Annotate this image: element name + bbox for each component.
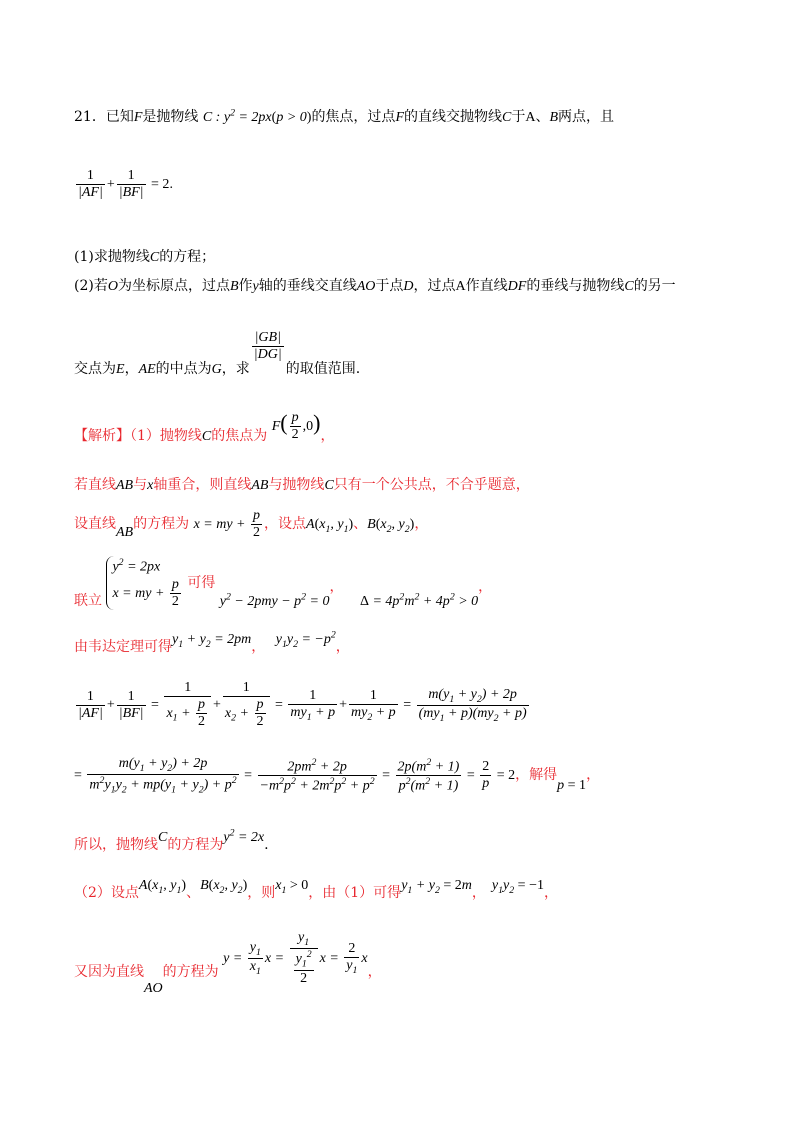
text: 为坐标原点，过点 [117,278,230,294]
text: 、 [353,515,368,532]
math-AE: AE [138,361,156,377]
text: 轴的垂线交直线 [258,278,357,294]
problem-number: 21．已知 [74,109,134,125]
solution-line-9: 又因为直线AO的方程为 y = $\frac{y_1}{x_1}$ x = $\frac{y_1}{\frac{y_1^2}{2}}$ x = $\frac{2}{y_1}$ x， [74,930,382,996]
math-AB: AB [116,478,134,493]
math-AO: AO [356,279,376,294]
solution-heading: 【解析】 [74,428,130,444]
text: ，解得 [515,767,558,784]
math-G: G [211,361,222,377]
vieta-sum: $y_1 + y_2 = 2pm$ [172,632,252,650]
question-1 [74,246,215,266]
line-equation: x = my + $\frac{p}{2}$ [193,508,260,541]
line-AO-equation: y = $\frac{y_1}{x_1}$ x = $\frac{y_1}{\frac{y_1^2}{2}}$ x = $\frac{2}{y_1}$ x [223,930,368,986]
quadratic-equation: $y^2 - 2pmy - p^2 = 0$ [219,591,330,610]
text: 的方程为 [167,837,224,853]
text: ， [124,360,139,377]
solution-derivation-1: $\frac{1}{|AF|}$ + $\frac{1}{|BF|}$ = 1 $x_1$ + $\frac{p}{2}$ + 1 $x_2$ + $\frac{p}{2}$ = $\frac{1}{my_1 + p}$ + $\frac{1}{my_2 + p}$ = $\frac{m(y_1 + y_2) + 2p}{(my_1 + p)(my_2 + p)}$ [78,680,527,730]
x1-positive: $x_1 > 0$ [275,878,309,896]
text: 的取值范围. [285,360,361,377]
text: 于点 [375,278,404,294]
text: ，求 [221,360,250,377]
math-B: B [549,110,559,125]
text: 的焦点，过点 [311,109,396,125]
text: ，过点 [413,278,456,294]
math-B: B [229,279,239,294]
text: 联立 [74,593,102,610]
text: 的方程为 [133,515,190,532]
text: 设直线 [74,515,116,532]
math-F: F [395,110,404,125]
text: 的另一 [633,278,676,294]
system-of-equations: $y^2 = 2px$ x = my + $\frac{p}{2}$ [106,556,182,610]
p-value: p = 1 [557,778,587,794]
parabola-equation: C : $y^2 = 2px(p > 0)$ [202,107,312,125]
text: (1)求抛物线 [74,249,150,265]
focus-point: F( $\frac{p}{2}$ ,0) [271,410,321,443]
math-AB: AB [116,524,134,540]
ratio-fraction: $\frac{|GB|}{|DG|}$ [253,330,282,363]
question-2 [74,275,676,295]
math-C: C [158,830,168,845]
text: 、 [186,885,201,901]
point-B: $B(x_2$, $y_2$) [367,516,415,535]
text: 若直线 [74,477,116,493]
math-C: C [201,429,212,444]
solution-line-8: （2）设点$A(x_1$, $y_1$)、$B(x_2$, $y_2$)，则$x_1 > 0$，由（1）可得$y_1 + y_2 = 2m$， $y_1y_2 = -1$， [74,878,558,901]
text: 的方程为 [162,963,219,980]
math-DF: DF [507,279,527,294]
math-x: x [147,478,154,493]
solution-line-4: 联立 $y^2 = 2px$ x = my + $\frac{p}{2}$ 可得 $y^2 - 2pmy - p^2 = 0$， $\Delta = 4p^2m^2 + 4p^2 > 0$， [74,557,493,610]
text: 、 [535,109,550,125]
math-y: y [252,279,259,294]
parabola-result: $y^2 = 2x$ [223,827,265,845]
text: 所以，抛物线 [74,837,158,853]
text: 的直线交抛物线 [404,109,502,125]
product-result: $y_1y_2 = -1$ [491,878,544,896]
text: ，由（1）可得 [308,885,402,901]
solution-line-3: 设直线AB的方程为 x = my + $\frac{p}{2}$ ，设点$A(x_1$, $y_1$)、$B(x_2$, $y_2$)， [74,508,429,541]
solution-line-1: 【解析】（1）抛物线C的焦点为 F( $\frac{p}{2}$ ,0)， [74,410,335,444]
math-F: F [133,110,143,125]
point-B: $B(x_2$, $y_2$) [200,878,248,896]
text: 轴重合，则直线 [153,477,252,493]
math-AO: AO [144,980,163,996]
text: ，设点 [264,515,306,532]
text: 交点为 [74,360,116,377]
text: 两点，且 [558,109,615,125]
text: 可得 [187,575,216,592]
solution-line-5: 由韦达定理可得$y_1 + y_2 = 2pm$， $y_1y_2 = -p^2$， [74,629,350,655]
text: 的垂线与抛物线 [526,278,625,294]
text: 只有一个公共点，不合乎题意， [333,477,530,493]
math-A: A [525,110,536,125]
question-2-cont [74,330,361,377]
text: 又因为直线 [74,963,144,980]
math-C: C [324,478,334,493]
text: ，则 [247,885,276,901]
text: 的焦点为 [211,428,268,444]
math-E: E [116,361,125,377]
math-C: C [149,250,160,265]
text: 于 [511,109,526,125]
math-D: D [403,279,414,294]
point-A: $A(x_1$, $y_1$) [306,516,354,535]
text: 是抛物线 [142,109,199,125]
text: 由韦达定理可得 [74,639,172,655]
problem-line-1 [74,106,614,126]
sum-result: $y_1 + y_2 = 2m$ [401,878,472,896]
text: 的中点为 [155,360,212,377]
condition-equation: $\frac{1}{|AF|}$ + $\frac{1}{|BF|}$ = 2. [78,168,173,201]
math-C: C [624,279,634,294]
text: (2)若 [74,278,108,294]
text: 作 [238,278,253,294]
math-O: O [107,279,118,294]
solution-line-2 [74,474,530,494]
solution-derivation-2: = $\frac{m(y_1 + y_2) + 2p}{m^2y_1y_2 + mp(y_1 + y_2) + p^2}$ = $\frac{2pm^2 + 2p}{-m^2p^2 + 2m^2p^2 + p^2}$ = $\frac{2p(m^2 + 1)}{p^2(m^2 + 1)}$ = $\frac{2}{p}$ = 2，解得p = 1， [74,756,601,796]
text: 与抛物线 [268,477,325,493]
text: 与 [133,477,148,493]
math-AB: AB [251,478,269,493]
text: （2）设点 [74,885,139,901]
discriminant: $\Delta = 4p^2m^2 + 4p^2 > 0$ [359,591,479,610]
point-A: $A(x_1$, $y_1$) [138,878,187,896]
vieta-product: $y_1y_2 = -p^2$ [275,629,336,650]
text: 的方程； [159,249,216,265]
math-C: C [502,110,512,125]
text: 作直线 [465,278,508,294]
math-A: A [455,279,466,294]
text: （1）抛物线 [130,428,202,444]
solution-line-7: 所以，抛物线C的方程为$y^2 = 2x$. [74,827,269,853]
